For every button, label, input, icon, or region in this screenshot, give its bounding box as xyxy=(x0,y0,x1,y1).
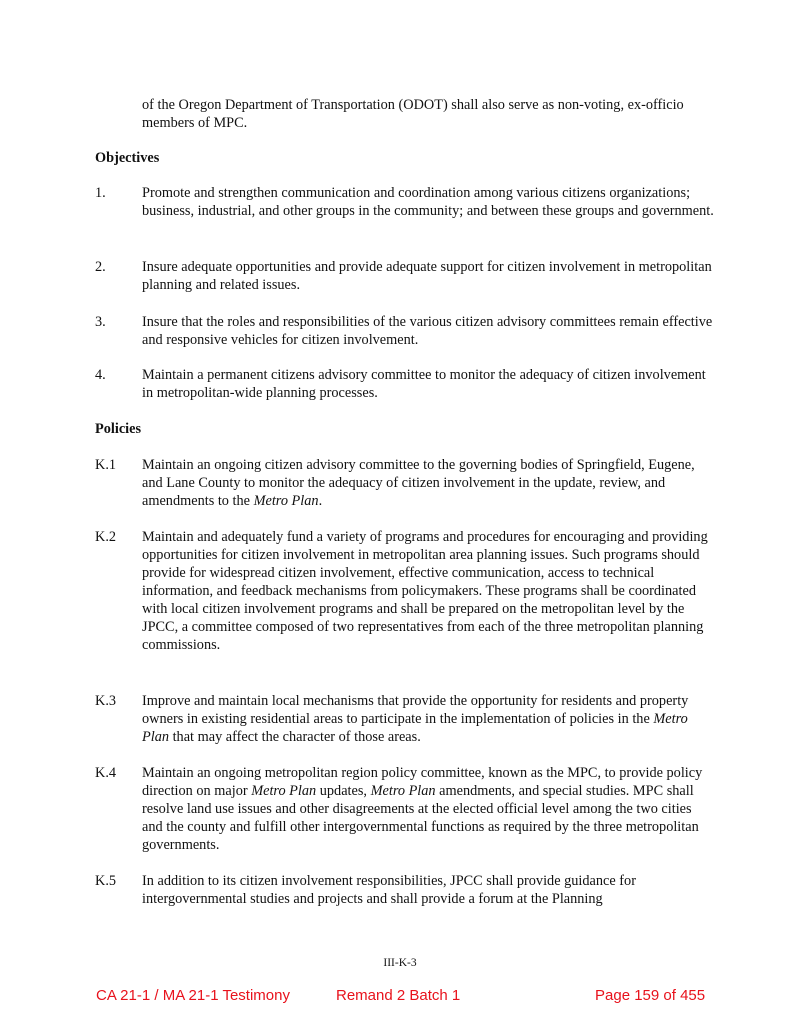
objectives-heading: Objectives xyxy=(95,150,160,166)
policy-number: K.3 xyxy=(95,693,117,709)
objective-text: Promote and strengthen communication and coordination among various citizens organizations; business, industrial, and other groups in the community; and between these groups and government. xyxy=(142,185,714,219)
objective-item-4 xyxy=(95,366,715,402)
policy-number: K.1 xyxy=(95,457,117,473)
objective-item-3 xyxy=(95,313,715,349)
footer-page-count: Page 159 of 455 xyxy=(595,987,706,1004)
objective-number: 2. xyxy=(95,259,106,275)
policy-number: K.5 xyxy=(95,873,117,889)
policies-heading: Policies xyxy=(95,421,142,437)
policy-item-k4 xyxy=(95,764,715,854)
objective-number: 4. xyxy=(95,367,106,383)
objective-number: 3. xyxy=(95,314,106,330)
policy-item-k5 xyxy=(95,872,715,908)
objective-text: Insure that the roles and responsibilities of the various citizen advisory committees remain effective and responsive vehicles for citizen involvement. xyxy=(142,314,713,348)
objective-text: Insure adequate opportunities and provide adequate support for citizen involvement in metropolitan planning and related issues. xyxy=(142,259,712,293)
page-number: III-K-3 xyxy=(383,957,417,969)
policy-text: Maintain an ongoing citizen advisory committee to the governing bodies of Springfield, Eugene, and Lane County to monitor the adequacy of citizen involvement in the update, review, and amendments to the Metro Plan. xyxy=(142,457,695,509)
policy-number: K.2 xyxy=(95,529,117,545)
objective-number: 1. xyxy=(95,185,106,201)
footer-testimony-label: CA 21-1 / MA 21-1 Testimony xyxy=(96,987,290,1004)
policy-text: Improve and maintain local mechanisms that provide the opportunity for residents and property owners in existing residential areas to participate in the implementation of policies in the Metro Plan that may affect the character of those areas. xyxy=(142,693,689,745)
policy-text: In addition to its citizen involvement responsibilities, JPCC shall provide guidance for intergovernmental studies and projects and shall provide a forum at the Planning xyxy=(142,873,636,907)
metro-plan-italic: Metro Plan xyxy=(251,783,317,799)
policy-item-k1 xyxy=(95,456,715,510)
policy-number: K.4 xyxy=(95,765,117,781)
intro-paragraph: of the Oregon Department of Transportation (ODOT) shall also serve as non-voting, ex-officio members of MPC. xyxy=(142,97,684,131)
footer-batch-label: Remand 2 Batch 1 xyxy=(336,987,461,1004)
policy-item-k2 xyxy=(95,528,715,654)
objective-text: Maintain a permanent citizens advisory committee to monitor the adequacy of citizen involvement in metropolitan-wide planning processes. xyxy=(142,367,706,401)
metro-plan-italic: Metro Plan xyxy=(253,493,319,509)
policy-item-k3 xyxy=(95,692,715,746)
metro-plan-italic: Metro Plan xyxy=(370,783,436,799)
objective-item-1 xyxy=(95,184,715,220)
policy-text: Maintain an ongoing metropolitan region policy committee, known as the MPC, to provide policy direction on major Metro Plan updates, Metro Plan amendments, and special studies. MPC shall resolve land use issues and other disagreements at the elected official level among the two cities and the county and fulfill other intergovernmental functions as required by the three metropolitan governments. xyxy=(142,765,703,853)
policy-text: Maintain and adequately fund a variety of programs and procedures for encouraging and providing opportunities for citizen involvement in metropolitan area planning issues. Such programs should provide for widespread citizen involvement, effective communication, access to technical information, and feedback mechanisms from policymakers. These programs shall be coordinated with local citizen involvement programs and shall be prepared on the metropolitan level by the JPCC, a committee composed of two representatives from each of the three metropolitan planning commissions. xyxy=(142,529,708,653)
metro-plan-italic: Metro Plan xyxy=(142,711,688,745)
objective-item-2 xyxy=(95,258,715,294)
